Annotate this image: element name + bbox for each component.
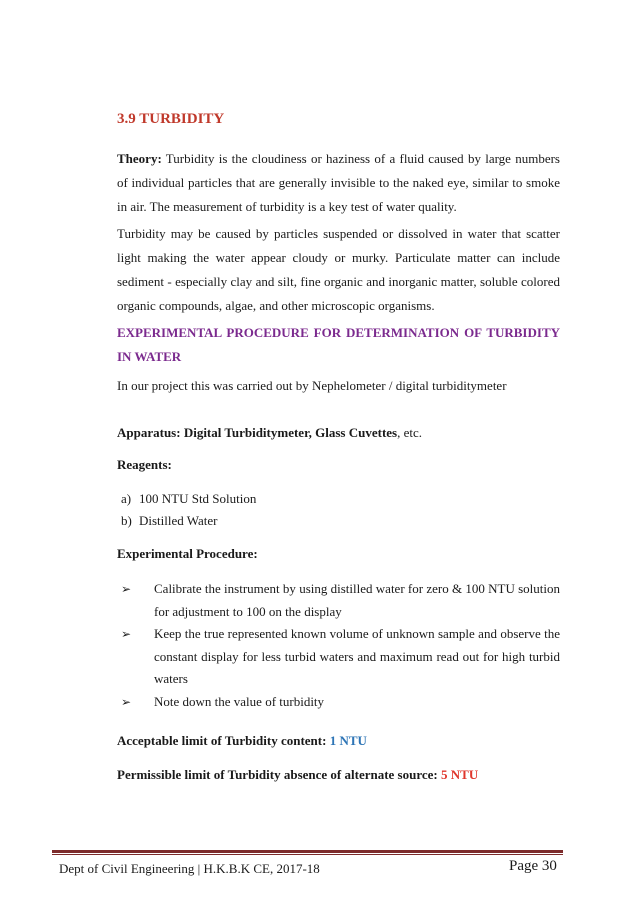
list-marker: a) <box>121 491 132 506</box>
list-item <box>117 510 560 532</box>
arrow-bullet-icon: ➢ <box>121 582 132 596</box>
list-item-text: Note down the value of turbidity <box>154 693 325 709</box>
footer-department: Dept of Civil Engineering | H.K.B.K CE, 2017-18 <box>59 861 320 876</box>
list-marker: b) <box>121 513 132 528</box>
list-item <box>117 691 560 714</box>
permissible-label: Permissible limit of Turbidity absence of alternate source: <box>117 767 442 782</box>
section-title: 3.9 TURBIDITY <box>117 111 225 127</box>
page-number: Page 30 <box>509 858 557 874</box>
reagents-heading-text: Reagents: <box>117 457 172 472</box>
arrow-bullet-icon: ➢ <box>121 627 132 641</box>
list-item-text: Calibrate the instrument by using distilled water for zero & 100 NTU solution for adjustment to 100 on the display <box>154 581 560 619</box>
list-item-text: Distilled Water <box>139 513 218 528</box>
theory-text: Turbidity is the cloudiness or haziness of a fluid caused by large numbers of individual particles that are generally invisible to the naked eye, similar to smoke in air. The measurement of turbidity is a key test of water quality. <box>117 151 560 214</box>
reagents-heading <box>117 453 560 477</box>
theory-label: Theory: <box>117 151 162 166</box>
turbidity-causes-paragraph: Turbidity may be caused by particles suspended or dissolved in water that scatter light making the water appear cloudy or murky. Particulate matter can include sediment - especially clay and silt, fine organic and inorganic matter, soluble colored organic compounds, algae, and other microscopic organisms. <box>117 226 560 313</box>
footer-rule-thin <box>52 854 563 855</box>
apparatus-line <box>117 421 560 445</box>
footer-rule <box>52 850 563 853</box>
permissible-value: 5 NTU <box>441 767 479 782</box>
experimental-heading: EXPERIMENTAL PROCEDURE FOR DETERMINATION OF TURBIDITY IN WATER <box>117 325 560 364</box>
acceptable-limit <box>117 729 560 753</box>
theory-paragraph <box>117 147 560 219</box>
list-item-text: Keep the true represented known volume of unknown sample and observe the constant display for less turbid waters and maximum read out for high turbid waters <box>154 626 560 686</box>
permissible-limit <box>117 763 560 787</box>
reagents-list <box>117 488 560 532</box>
list-item <box>117 578 560 623</box>
acceptable-label: Acceptable limit of Turbidity content: <box>117 733 330 748</box>
list-item-text: 100 NTU Std Solution <box>139 491 257 506</box>
project-note: In our project this was carried out by Nephelometer / digital turbiditymeter <box>117 378 507 393</box>
list-item <box>117 623 560 691</box>
procedure-steps <box>117 578 560 713</box>
apparatus-label: Apparatus: Digital Turbiditymeter, Glass Cuvettes <box>117 425 398 440</box>
procedure-heading-text: Experimental Procedure: <box>117 546 258 561</box>
list-item <box>117 488 560 510</box>
acceptable-value: 1 NTU <box>329 733 367 748</box>
arrow-bullet-icon: ➢ <box>121 694 132 709</box>
procedure-heading <box>117 542 560 566</box>
apparatus-suffix: , etc. <box>397 425 423 440</box>
